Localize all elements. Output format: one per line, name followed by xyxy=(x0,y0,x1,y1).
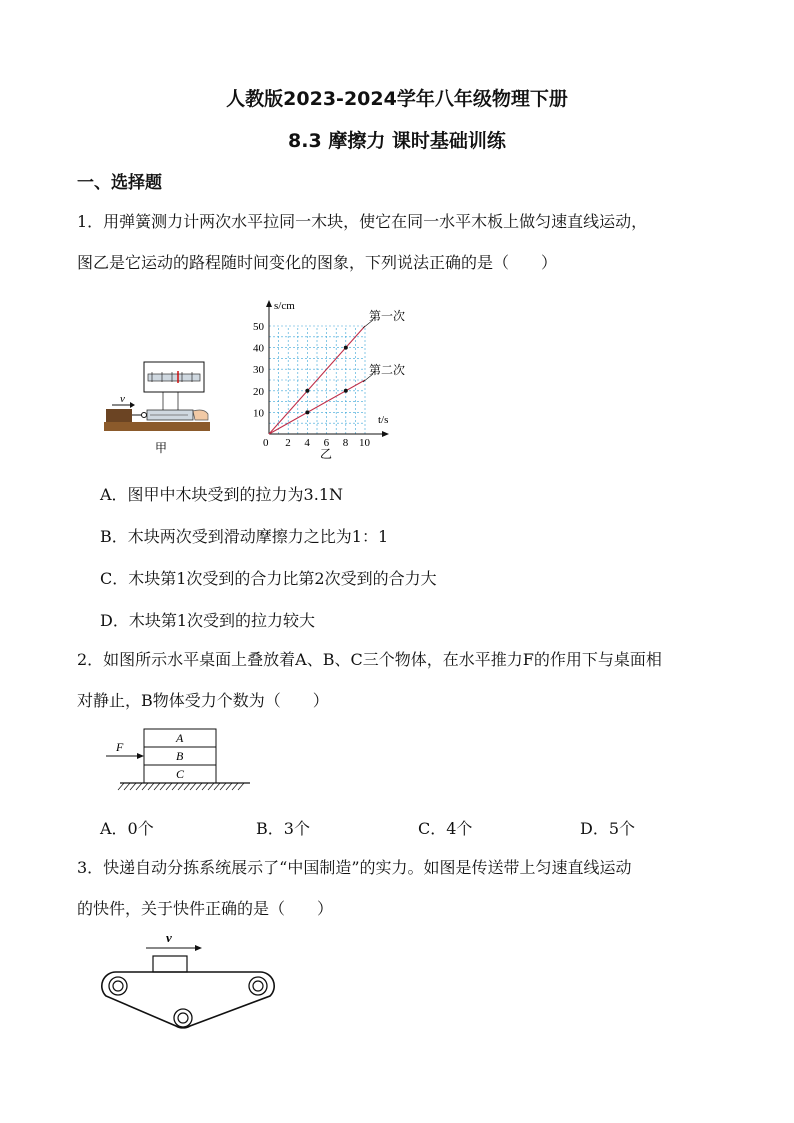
question-1-line-1: 1．用弹簧测力计两次水平拉同一木块，使它在同一水平木板上做匀速直线运动， xyxy=(77,212,648,231)
q2-option-d[interactable]: D．5个 xyxy=(580,819,636,838)
roller-left xyxy=(109,977,127,995)
block-a-label: A xyxy=(176,731,184,745)
x-axis-label: t/s xyxy=(378,414,389,426)
data-point xyxy=(344,389,348,393)
conveyor-velocity-label: v xyxy=(166,930,172,945)
y-tick-label: 10 xyxy=(253,407,264,420)
wooden-block xyxy=(106,409,132,422)
question-2-line-1: 2．如图所示水平桌面上叠放着A、B、C三个物体，在水平推力F的作用下与桌面相 xyxy=(77,650,662,669)
x-tick-label: 4 xyxy=(304,437,310,449)
q2-option-a[interactable]: A．0个 xyxy=(100,819,154,838)
question-3-line-1: 3．快递自动分拣系统展示了“中国制造”的实力。如图是传送带上匀速直线运动 xyxy=(77,858,632,877)
figure-jia xyxy=(100,356,215,456)
page-subtitle: 8.3 摩擦力 课时基础训练 xyxy=(288,130,506,152)
wooden-board xyxy=(104,422,210,431)
block-b-label: B xyxy=(176,749,184,763)
y-tick-label: 40 xyxy=(253,342,264,355)
force-label: F xyxy=(116,740,124,754)
hand xyxy=(193,410,208,420)
x-tick-label: 6 xyxy=(323,437,330,449)
figure-jia-caption: 甲 xyxy=(155,441,168,455)
data-point xyxy=(305,410,309,414)
x-tick-label: 2 xyxy=(285,437,291,449)
question-2-line-2: 对静止，B物体受力个数为（ ） xyxy=(77,691,329,710)
x-tick-label: 10 xyxy=(359,437,370,449)
velocity-label: v xyxy=(120,393,125,405)
q1-option-d[interactable]: D．木块第1次受到的拉力较大 xyxy=(100,611,316,630)
q2-option-b[interactable]: B．3个 xyxy=(256,819,310,838)
figure-yi-chart xyxy=(250,296,420,466)
section-heading: 一、选择题 xyxy=(77,173,162,193)
data-point xyxy=(305,389,309,393)
q1-option-b[interactable]: B．木块两次受到滑动摩擦力之比为1：1 xyxy=(100,527,389,546)
figure-stacked-blocks xyxy=(100,726,260,796)
y-axis-label: s/cm xyxy=(274,300,295,312)
block-c-label: C xyxy=(176,767,185,781)
figure-conveyor-belt xyxy=(98,926,278,1034)
page-title: 人教版2023-2024学年八年级物理下册 xyxy=(226,88,568,110)
package xyxy=(153,956,187,972)
origin-label: 0 xyxy=(263,437,269,449)
y-tick-label: 50 xyxy=(253,321,264,333)
roller-bottom xyxy=(174,1009,192,1027)
series-label-2: 第二次 xyxy=(369,363,406,377)
figure-yi-caption: 乙 xyxy=(320,447,333,461)
data-point xyxy=(344,346,348,350)
x-tick-label: 8 xyxy=(342,437,349,449)
roller-right xyxy=(249,977,267,995)
q2-option-c[interactable]: C．4个 xyxy=(418,819,473,838)
question-1-line-2: 图乙是它运动的路程随时间变化的图象，下列说法正确的是（ ） xyxy=(77,253,558,272)
y-tick-label: 20 xyxy=(253,385,264,398)
q1-option-a[interactable]: A．图甲中木块受到的拉力为3.1N xyxy=(100,485,344,504)
y-tick-label: 30 xyxy=(253,364,264,377)
series-label-1: 第一次 xyxy=(369,309,406,323)
q1-option-c[interactable]: C．木块第1次受到的合力比第2次受到的合力大 xyxy=(100,569,437,588)
question-3-line-2: 的快件，关于快件正确的是（ ） xyxy=(77,899,334,918)
